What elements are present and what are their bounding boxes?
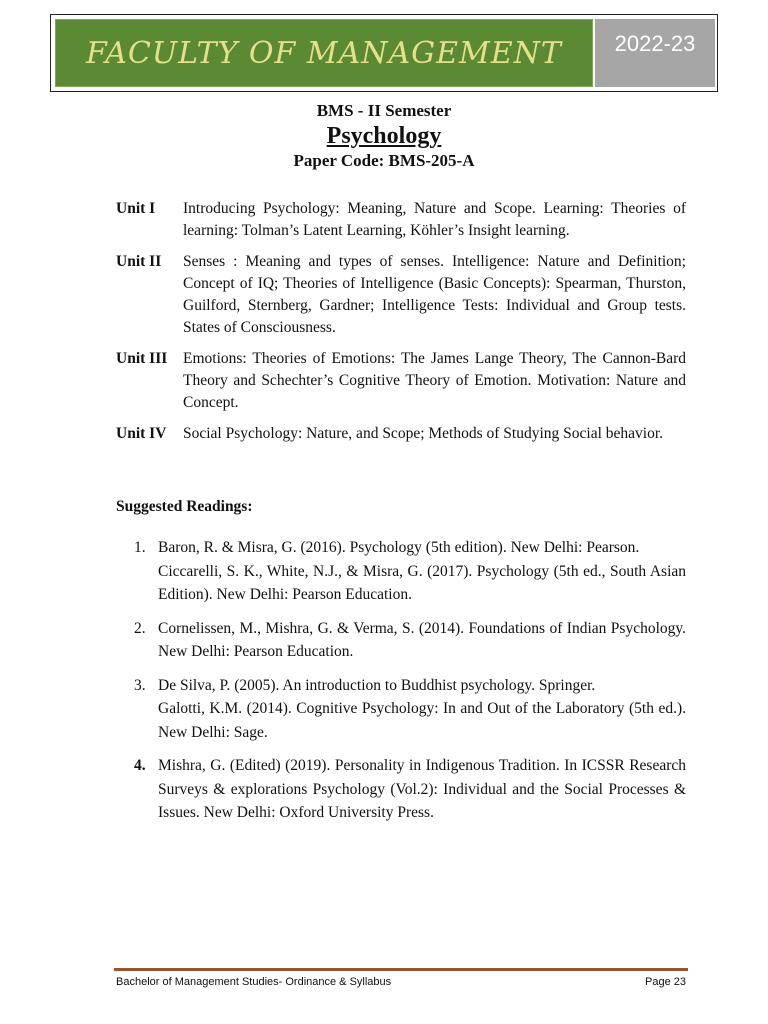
suggested-readings-heading: Suggested Readings: [116,498,253,515]
unit-description: Social Psychology: Nature, and Scope; Methods of Studying Social behavior. [183,425,664,442]
reading-item [116,536,686,607]
unit-row [116,251,686,339]
reading-number: 4. [134,757,146,774]
unit-description: Senses : Meaning and types of senses. Intelligence: Nature and Definition; Concept of IQ; Theories of Intelligence (Basic Concepts): Spearman, Thurston, Guilford, Sternberg, Gardner; Intelligence Tests: Individual and Group tests. States of Consciousness. [183,253,686,336]
page-header [50,14,718,92]
reading-citation: Galotti, K.M. (2014). Cognitive Psychology: In and Out of the Laboratory (5th ed.). New Delhi: Sage. [158,700,686,741]
unit-description: Introducing Psychology: Meaning, Nature and Scope. Learning: Theories of learning: Tolman’s Latent Learning, Köhler’s Insight learning. [183,200,686,239]
subject-title: Psychology [326,123,442,149]
readings-list [116,536,686,835]
unit-row [116,198,686,242]
unit-row [116,348,686,414]
reading-item [116,674,686,745]
reading-citation: De Silva, P. (2005). An introduction to Buddhist psychology. Springer. [158,676,596,694]
reading-item [116,754,686,825]
reading-citation: Baron, R. & Misra, G. (2016). Psychology (5th edition). New Delhi: Pearson. [158,539,640,556]
semester-heading: BMS - II Semester [316,101,452,120]
reading-item [116,617,686,664]
syllabus-units [116,198,686,454]
reading-citation: Cornelissen, M., Mishra, G. & Verma, S. (2014). Foundations of Indian Psychology. New Delhi: Pearson Education. [158,619,686,660]
page-number: Page 23 [645,976,686,988]
footer-divider [114,968,688,971]
unit-label: Unit I [116,200,156,217]
paper-code: Paper Code: BMS-205-A [293,151,475,170]
unit-label: Unit IV [116,425,167,442]
reading-number: 1. [134,539,146,556]
academic-year: 2022-23 [614,31,696,56]
unit-label: Unit III [116,350,168,367]
faculty-title: FACULTY OF MANAGEMENT [86,35,562,71]
course-titles [0,100,768,172]
header-title-panel [55,19,593,87]
unit-row [116,423,686,445]
reading-number: 3. [134,676,146,694]
unit-label: Unit II [116,253,162,270]
footer-document-title: Bachelor of Management Studies- Ordinance & Syllabus [116,976,392,988]
reading-citation: Mishra, G. (Edited) (2019). Personality in Indigenous Tradition. In ICSSR Research Surveys & explorations Psychology (Vol.2): Individual and the Social Processes & Issues. New Delhi: Oxford University Press. [158,757,686,821]
unit-description: Emotions: Theories of Emotions: The James Lange Theory, The Cannon-Bard Theory and Schechter’s Cognitive Theory of Emotion. Motivation: Nature and Concept. [183,350,686,411]
reading-citation: Ciccarelli, S. K., White, N.J., & Misra, G. (2017). Psychology (5th ed., South Asian Edition). New Delhi: Pearson Education. [158,562,686,603]
header-year-panel [595,19,715,87]
reading-number: 2. [134,619,146,637]
